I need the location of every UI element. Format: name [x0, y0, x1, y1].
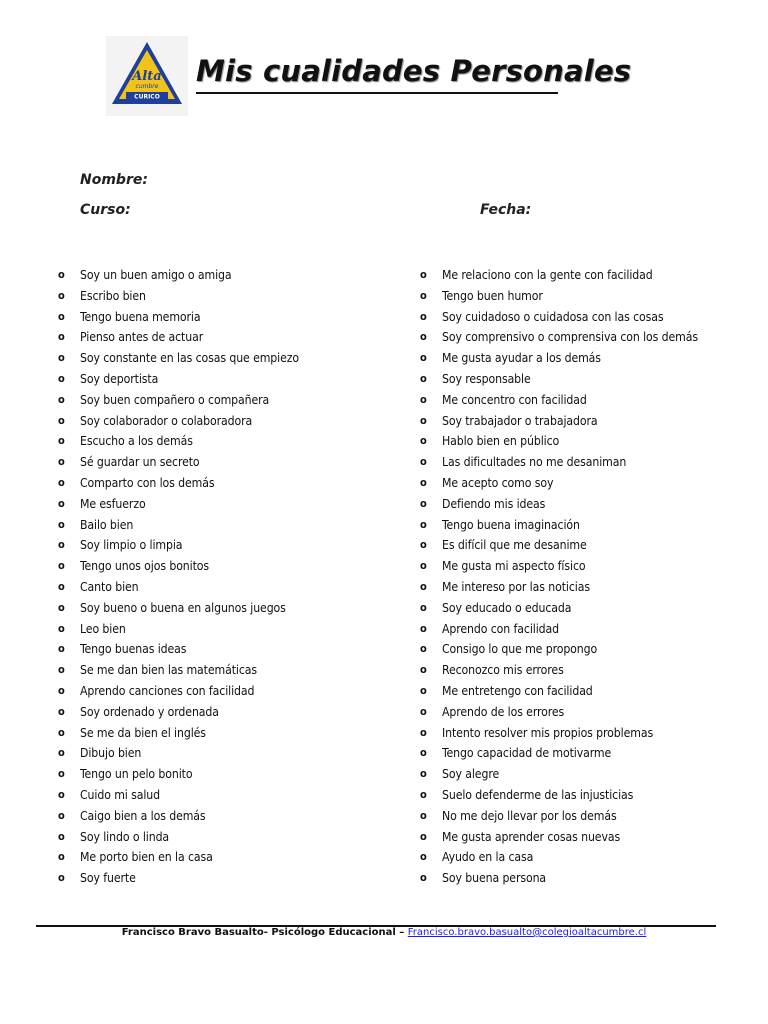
- quality-item: [420, 348, 698, 369]
- bullet-icon: o: [58, 850, 65, 864]
- quality-text: Comparto con los demás: [80, 475, 215, 490]
- bullet-icon: o: [58, 413, 65, 427]
- quality-text: Me gusta mi aspecto físico: [442, 559, 586, 574]
- bullet-icon: o: [58, 455, 65, 469]
- quality-text: Ayudo en la casa: [442, 850, 534, 865]
- quality-item: [420, 556, 698, 577]
- bullet-icon: o: [58, 621, 65, 635]
- quality-item: [420, 619, 698, 640]
- bullet-icon: o: [420, 829, 427, 843]
- quality-item: [58, 681, 299, 702]
- quality-text: Se me dan bien las matemáticas: [80, 663, 258, 678]
- quality-text: Soy colaborador o colaboradora: [80, 413, 253, 428]
- quality-text: Tengo buena memoria: [80, 309, 201, 324]
- left-qualities-list: [58, 265, 299, 889]
- quality-item: [58, 411, 299, 432]
- quality-text: Soy comprensivo o comprensiva con los demás: [442, 330, 698, 345]
- quality-item: [420, 473, 698, 494]
- bullet-icon: o: [420, 579, 427, 593]
- quality-item: [58, 473, 299, 494]
- bullet-icon: o: [420, 746, 427, 760]
- quality-text: Aprendo canciones con facilidad: [80, 683, 255, 698]
- quality-text: Me porto bien en la casa: [80, 850, 213, 865]
- bullet-icon: o: [58, 704, 65, 718]
- quality-text: Tengo unos ojos bonitos: [80, 559, 210, 574]
- title-underline: [196, 92, 558, 94]
- quality-item: [58, 785, 299, 806]
- quality-item: [420, 535, 698, 556]
- bullet-icon: o: [420, 268, 427, 281]
- school-logo: [106, 36, 188, 116]
- bullet-icon: o: [58, 663, 65, 677]
- quality-text: Escribo bien: [80, 288, 146, 303]
- quality-text: Caigo bien a los demás: [80, 808, 206, 823]
- quality-item: [58, 577, 299, 598]
- logo-word-top: Alta: [132, 69, 162, 84]
- quality-item: [58, 265, 299, 286]
- quality-item: [58, 452, 299, 473]
- bullet-icon: o: [420, 413, 427, 427]
- quality-item: [420, 785, 698, 806]
- quality-item: [58, 702, 299, 723]
- quality-text: Me concentro con facilidad: [442, 392, 587, 407]
- quality-text: Hablo bien en público: [442, 434, 560, 449]
- quality-text: Tengo buenas ideas: [80, 642, 187, 657]
- bullet-icon: o: [420, 850, 427, 864]
- quality-text: Me gusta aprender cosas nuevas: [442, 829, 621, 844]
- bullet-icon: o: [420, 351, 427, 365]
- quality-item: [420, 577, 698, 598]
- quality-item: [420, 827, 698, 848]
- bullet-icon: o: [58, 746, 65, 760]
- quality-item: [420, 327, 698, 348]
- footer-author: Francisco Bravo Basualto- Psicólogo Educacional –: [121, 927, 405, 938]
- quality-item: [58, 348, 299, 369]
- quality-text: Canto bien: [80, 579, 139, 594]
- quality-item: [420, 390, 698, 411]
- quality-item: [420, 494, 698, 515]
- quality-text: Soy constante en las cosas que empiezo: [80, 351, 300, 366]
- bullet-icon: o: [58, 600, 65, 614]
- bullet-icon: o: [58, 288, 65, 302]
- quality-item: [58, 556, 299, 577]
- quality-text: Aprendo de los errores: [442, 704, 565, 719]
- bullet-icon: o: [420, 725, 427, 739]
- quality-item: [420, 868, 698, 889]
- bullet-icon: o: [58, 330, 65, 344]
- quality-item: [420, 369, 698, 390]
- quality-text: Sé guardar un secreto: [80, 455, 200, 470]
- quality-item: [420, 452, 698, 473]
- quality-text: Me intereso por las noticias: [442, 579, 590, 594]
- page-title: Mis cualidades Personales: [196, 54, 632, 88]
- footer-email-link[interactable]: Francisco.bravo.basualto@colegioaltacumbre.cl: [407, 927, 647, 938]
- quality-text: Reconozco mis errores: [442, 663, 564, 678]
- bullet-icon: o: [58, 268, 65, 281]
- quality-text: Es difícil que me desanime: [442, 538, 587, 553]
- quality-item: [58, 535, 299, 556]
- bullet-icon: o: [58, 642, 65, 656]
- quality-text: Soy un buen amigo o amiga: [80, 268, 232, 282]
- bullet-icon: o: [420, 663, 427, 677]
- bullet-icon: o: [58, 871, 65, 885]
- name-label: Nombre:: [80, 172, 148, 188]
- bullet-icon: o: [420, 330, 427, 344]
- quality-item: [58, 390, 299, 411]
- bullet-icon: o: [420, 871, 427, 885]
- quality-text: Aprendo con facilidad: [442, 621, 560, 636]
- bullet-icon: o: [58, 725, 65, 739]
- quality-item: [58, 369, 299, 390]
- quality-text: Soy alegre: [442, 767, 500, 782]
- quality-item: [420, 307, 698, 328]
- bullet-icon: o: [58, 434, 65, 448]
- quality-text: Soy ordenado y ordenada: [80, 704, 219, 719]
- quality-item: [58, 619, 299, 640]
- bullet-icon: o: [58, 767, 65, 781]
- bullet-icon: o: [420, 808, 427, 822]
- bullet-icon: o: [420, 475, 427, 489]
- quality-item: [58, 743, 299, 764]
- quality-text: No me dejo llevar por los demás: [442, 808, 617, 823]
- quality-item: [420, 723, 698, 744]
- bullet-icon: o: [58, 787, 65, 801]
- logo-word-bottom: CURICO: [134, 93, 160, 101]
- quality-item: [420, 431, 698, 452]
- bullet-icon: o: [58, 371, 65, 385]
- bullet-icon: o: [58, 475, 65, 489]
- quality-item: [420, 764, 698, 785]
- quality-text: Me entretengo con facilidad: [442, 683, 593, 698]
- bullet-icon: o: [58, 538, 65, 552]
- quality-item: [58, 307, 299, 328]
- quality-item: [58, 764, 299, 785]
- bullet-icon: o: [420, 642, 427, 656]
- quality-text: Soy buena persona: [442, 871, 547, 886]
- bullet-icon: o: [420, 767, 427, 781]
- quality-item: [58, 639, 299, 660]
- quality-text: Me acepto como soy: [442, 475, 554, 490]
- quality-text: Intento resolver mis propios problemas: [442, 725, 654, 740]
- quality-text: Soy bueno o buena en algunos juegos: [80, 600, 286, 615]
- bullet-icon: o: [58, 517, 65, 531]
- bullet-icon: o: [420, 288, 427, 302]
- date-label: Fecha:: [480, 202, 532, 218]
- quality-item: [420, 515, 698, 536]
- footer: [0, 927, 768, 938]
- bullet-icon: o: [420, 704, 427, 718]
- quality-item: [420, 806, 698, 827]
- quality-item: [58, 327, 299, 348]
- bullet-icon: o: [58, 392, 65, 406]
- quality-text: Soy responsable: [442, 371, 531, 386]
- bullet-icon: o: [58, 351, 65, 365]
- bullet-icon: o: [58, 559, 65, 573]
- quality-text: Me gusta ayudar a los demás: [442, 351, 601, 366]
- bullet-icon: o: [420, 559, 427, 573]
- bullet-icon: o: [58, 683, 65, 697]
- quality-text: Tengo buen humor: [442, 288, 543, 303]
- quality-item: [420, 639, 698, 660]
- quality-text: Soy deportista: [80, 371, 159, 386]
- quality-text: Soy lindo o linda: [80, 829, 170, 844]
- quality-text: Escucho a los demás: [80, 434, 193, 449]
- quality-item: [58, 598, 299, 619]
- quality-item: [420, 681, 698, 702]
- quality-text: Me relaciono con la gente con facilidad: [442, 268, 653, 282]
- bullet-icon: o: [420, 455, 427, 469]
- bullet-icon: o: [420, 434, 427, 448]
- quality-item: [58, 806, 299, 827]
- quality-text: Suelo defenderme de las injusticias: [442, 787, 634, 802]
- bullet-icon: o: [58, 309, 65, 323]
- course-label: Curso:: [80, 202, 131, 218]
- quality-text: Defiendo mis ideas: [442, 496, 546, 511]
- quality-text: Soy educado o educada: [442, 600, 572, 615]
- bullet-icon: o: [420, 309, 427, 323]
- bullet-icon: o: [58, 829, 65, 843]
- quality-item: [420, 286, 698, 307]
- quality-item: [420, 660, 698, 681]
- quality-text: Pienso antes de actuar: [80, 330, 204, 345]
- bullet-icon: o: [58, 808, 65, 822]
- triangle-logo-icon: [106, 36, 188, 116]
- bullet-icon: o: [420, 517, 427, 531]
- quality-item: [58, 660, 299, 681]
- bullet-icon: o: [58, 579, 65, 593]
- quality-text: Soy limpio o limpia: [80, 538, 183, 553]
- quality-text: Consigo lo que me propongo: [442, 642, 598, 657]
- quality-text: Me esfuerzo: [80, 496, 146, 511]
- logo-word-mid: cumbre: [135, 83, 159, 90]
- quality-text: Dibujo bien: [80, 746, 142, 761]
- quality-item: [420, 265, 698, 286]
- quality-text: Tengo buena imaginación: [442, 517, 580, 532]
- quality-text: Cuido mi salud: [80, 787, 161, 802]
- quality-item: [58, 515, 299, 536]
- quality-item: [420, 411, 698, 432]
- quality-item: [420, 847, 698, 868]
- quality-text: Tengo capacidad de motivarme: [442, 746, 612, 761]
- quality-text: Se me da bien el inglés: [80, 725, 206, 740]
- bullet-icon: o: [420, 392, 427, 406]
- quality-item: [420, 702, 698, 723]
- bullet-icon: o: [420, 538, 427, 552]
- quality-item: [58, 868, 299, 889]
- quality-item: [420, 598, 698, 619]
- bullet-icon: o: [420, 787, 427, 801]
- quality-item: [58, 286, 299, 307]
- quality-item: [58, 494, 299, 515]
- quality-item: [58, 431, 299, 452]
- quality-text: Tengo un pelo bonito: [80, 767, 193, 782]
- quality-text: Soy cuidadoso o cuidadosa con las cosas: [442, 309, 664, 324]
- bullet-icon: o: [420, 496, 427, 510]
- quality-text: Soy buen compañero o compañera: [80, 392, 270, 407]
- bullet-icon: o: [420, 371, 427, 385]
- quality-item: [420, 743, 698, 764]
- quality-text: Soy fuerte: [80, 871, 136, 886]
- bullet-icon: o: [420, 683, 427, 697]
- quality-text: Las dificultades no me desaniman: [442, 455, 627, 470]
- bullet-icon: o: [58, 496, 65, 510]
- quality-item: [58, 723, 299, 744]
- quality-text: Soy trabajador o trabajadora: [442, 413, 598, 428]
- bullet-icon: o: [420, 600, 427, 614]
- quality-text: Leo bien: [80, 621, 126, 636]
- bullet-icon: o: [420, 621, 427, 635]
- right-qualities-list: [420, 265, 698, 889]
- quality-item: [58, 827, 299, 848]
- quality-item: [58, 847, 299, 868]
- quality-text: Bailo bien: [80, 517, 134, 532]
